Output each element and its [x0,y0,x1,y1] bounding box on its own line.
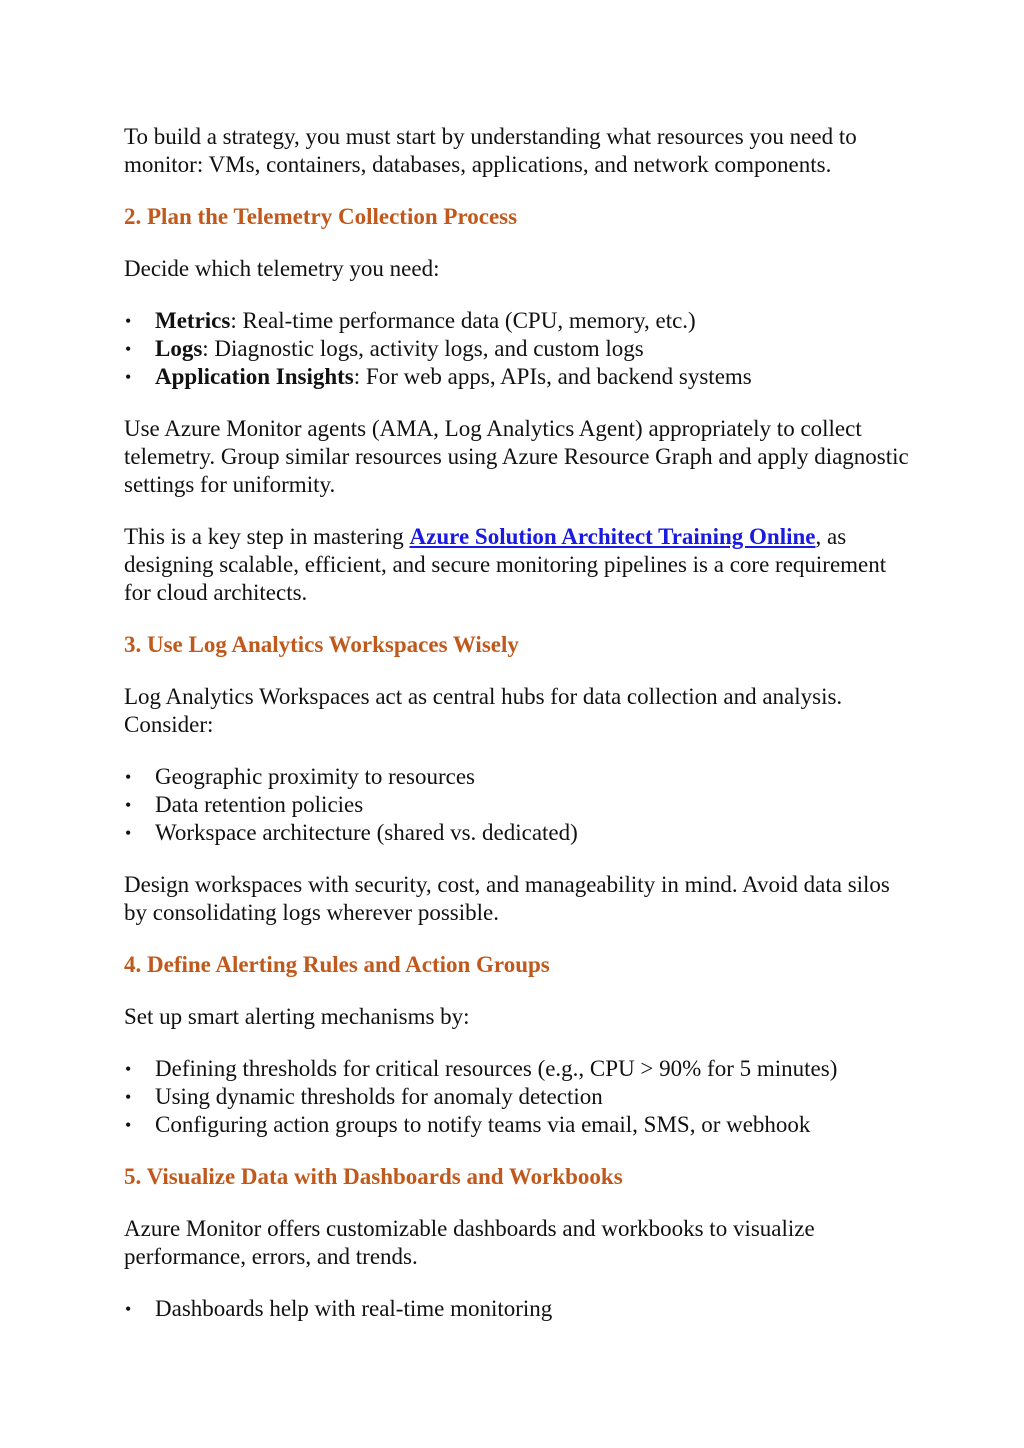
bullet-icon: • [125,767,132,787]
list-item-text: Data retention policies [155,792,364,817]
section-2-heading: 2. Plan the Telemetry Collection Process [124,204,518,229]
bullet-icon: • [125,795,132,815]
list-item-text: Geographic proximity to resources [155,764,475,789]
list-item [124,791,914,819]
bullet-icon: • [125,1059,132,1079]
section-3-paragraph: Design workspaces with security, cost, and manageability in mind. Avoid data silos by consolidating logs wherever possible. [124,872,890,925]
list-item [124,763,914,791]
bullet-icon: • [125,1087,132,1107]
list-item-desc: : For web apps, APIs, and backend systems [353,364,752,389]
alerting-list [124,1055,914,1139]
bullet-icon: • [125,823,132,843]
bullet-icon: • [125,339,132,359]
training-link[interactable]: Azure Solution Architect Training Online [409,524,816,549]
workspace-considerations-list [124,763,914,847]
visualization-list [124,1295,914,1323]
list-item [124,1083,914,1111]
section-4-lead: Set up smart alerting mechanisms by: [124,1004,470,1029]
section-4-heading: 4. Define Alerting Rules and Action Groups [124,952,550,977]
list-item [124,1295,914,1323]
section-5-heading: 5. Visualize Data with Dashboards and Workbooks [124,1164,623,1189]
training-text-after: , as designing scalable, efficient, and secure monitoring pipelines is a core requirement for cloud architects. [124,524,887,605]
list-item [124,1055,914,1083]
telemetry-list [124,307,914,391]
list-item-text: Defining thresholds for critical resources (e.g., CPU > 90% for 5 minutes) [155,1056,838,1081]
training-text-before: This is a key step in mastering [124,524,410,549]
list-item [124,363,914,391]
section-2-paragraph-agents: Use Azure Monitor agents (AMA, Log Analytics Agent) appropriately to collect telemetry. Group similar resources using Azure Resource Graph and apply diagnostic settings for uniformity. [124,416,909,497]
intro-paragraph: To build a strategy, you must start by understanding what resources you need to monitor: VMs, containers, databases, applications, and network components. [124,124,857,177]
section-3-heading: 3. Use Log Analytics Workspaces Wisely [124,632,519,657]
list-item-text: Using dynamic thresholds for anomaly detection [155,1084,603,1109]
section-3-lead: Log Analytics Workspaces act as central hubs for data collection and analysis. Consider: [124,684,843,737]
section-2-paragraph-training [124,523,914,607]
list-item [124,335,914,363]
list-item-text: Workspace architecture (shared vs. dedicated) [155,820,578,845]
bullet-icon: • [125,1299,132,1319]
document-page [124,123,914,1347]
list-item-term: Metrics [155,308,231,333]
list-item [124,819,914,847]
list-item [124,307,914,335]
list-item-desc: : Real-time performance data (CPU, memory, etc.) [230,308,696,333]
list-item-term: Application Insights [155,364,354,389]
list-item-desc: : Diagnostic logs, activity logs, and custom logs [202,336,644,361]
list-item-text: Configuring action groups to notify teams via email, SMS, or webhook [155,1112,811,1137]
section-5-lead: Azure Monitor offers customizable dashboards and workbooks to visualize performance, errors, and trends. [124,1216,815,1269]
list-item [124,1111,914,1139]
list-item-term: Logs [155,336,203,361]
list-item-text: Dashboards help with real-time monitoring [155,1296,553,1321]
bullet-icon: • [125,367,132,387]
bullet-icon: • [125,311,132,331]
section-2-lead: Decide which telemetry you need: [124,256,440,281]
bullet-icon: • [125,1115,132,1135]
